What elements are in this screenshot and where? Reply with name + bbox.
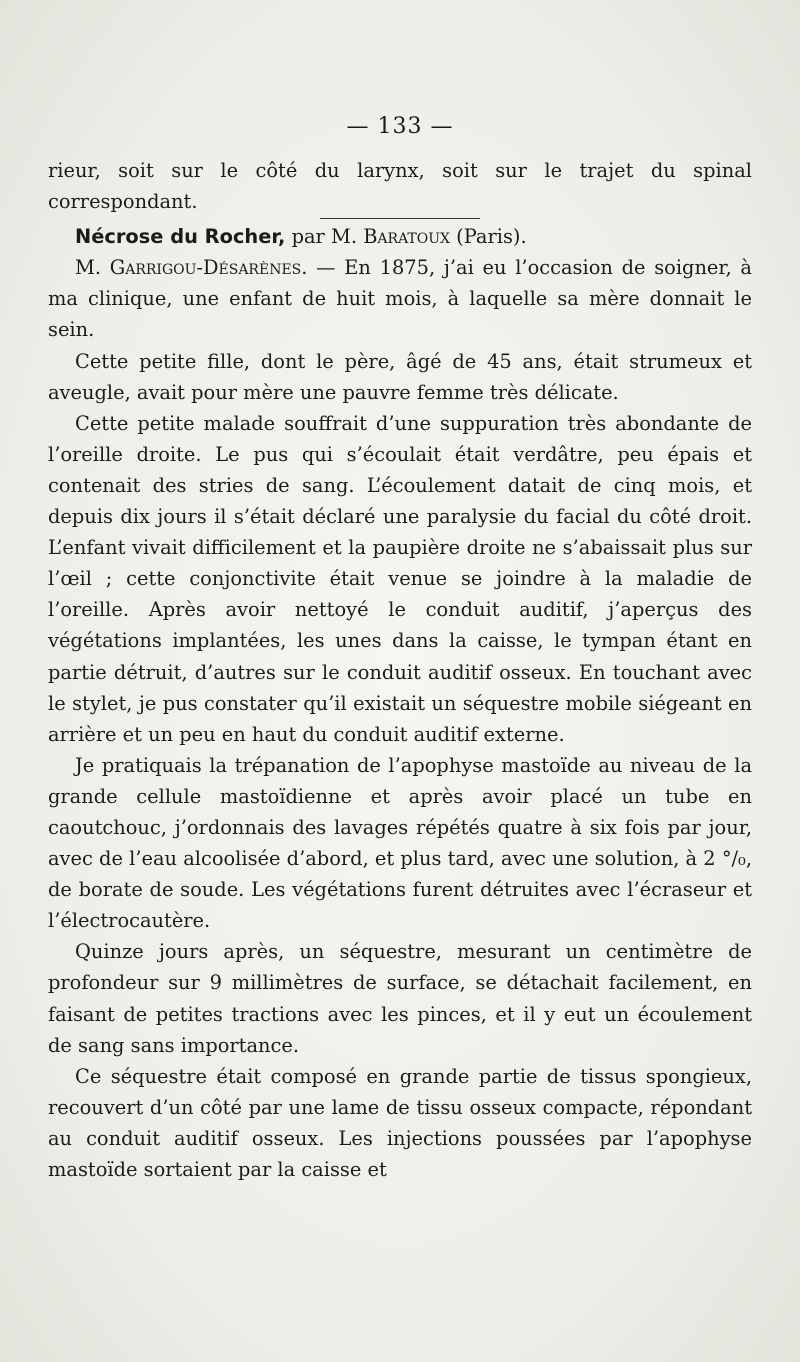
paragraph-text: — En 1875, j’ai eu l’occasion de soigner, à ma clinique, une enfant de huit mois, à laquelle sa mère donnait le sein. [48, 256, 752, 342]
section-heading [48, 219, 752, 252]
heading-place: (Paris). [450, 225, 527, 249]
paragraph: Ce séquestre était composé en grande partie de tissus spongieux, recouvert d’un côté par une lame de tissu osseux compacte, répondant au conduit auditif osseux. Les injections poussées par l’apophyse mastoïde sortaient par la caisse et [48, 1064, 752, 1181]
paragraph: Quinze jours après, un séquestre, mesurant un centimètre de profondeur sur 9 millimètres de surface, se détachait facilement, en faisant de petites tractions avec les pinces, et il y eut un écoulement de sang sans importance. [48, 940, 752, 1057]
heading-author: Baratoux [363, 225, 451, 249]
paragraph-continuation: rieur, soit sur le côté du larynx, soit sur le trajet du spinal correspondant. [48, 159, 752, 214]
heading-by: par M. [285, 225, 364, 249]
paragraph: Cette petite malade souffrait d’une suppuration très abondante de l’oreille droite. Le pus qui s’écoulait était verdâtre, peu épais et contenait des stries de sang. L’écoulement datait de cinq mois, et depuis dix jours il s’était déclaré une paralysie du facial du côté droit. L’enfant vivait difficilement et la paupière droite ne s’abaissait plus sur l’œil ; cette conjonctivite était venue se joindre à la maladie de l’oreille. Après avoir nettoyé le conduit auditif, j’aperçus des végétations implantées, les unes dans la caisse, le tympan étant en partie détruit, d’autres sur le conduit auditif osseux. En touchant avec le stylet, je pus constater qu’il existait un séquestre mobile siégeant en arrière et un peu en haut du conduit auditif externe. [48, 411, 752, 746]
paragraph: Je pratiquais la trépanation de l’apophyse mastoïde au niveau de la grande cellule mastoïdienne et après avoir placé un tube en caoutchouc, j’ordonnais des lavages répétés quatre à six fois par jour, avec de l’eau alcoolisée d’abord, et plus tard, avec une solution, à 2 °/₀, de borate de soude. Les végétations furent détruites avec l’écraseur et l’électrocautère. [48, 753, 752, 933]
paragraph [48, 252, 752, 345]
page-number: — 133 — [346, 114, 454, 139]
body-text [48, 155, 752, 1185]
speaker-name: M. Garrigou-Désarènes. [75, 256, 308, 280]
paragraph: Cette petite fille, dont le père, âgé de 45 ans, était strumeux et aveugle, avait pour mère une pauvre femme très délicate. [48, 349, 752, 404]
heading-title: Nécrose du Rocher, [75, 225, 286, 249]
